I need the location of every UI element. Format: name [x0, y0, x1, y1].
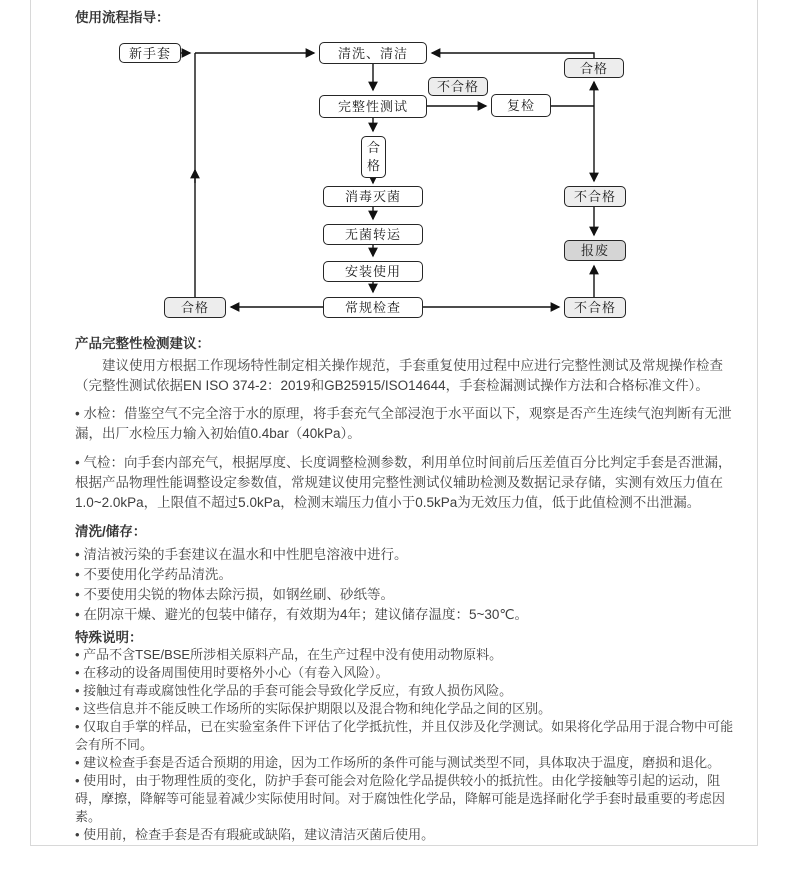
list-item: • 使用时，由于物理性质的变化，防护手套可能会对危险化学品提供较小的抵抗性。由化学接触等引起的运动，阻碍，摩擦，降解等可能显着减少实际使用时间。对于腐蚀性化学品，降解可能是选择耐化学手套时最重要的考虑因素。	[75, 772, 743, 826]
list-item: • 不要使用尖锐的物体去除污损，如钢丝刷、砂纸等。	[75, 585, 743, 605]
flow-node-install-use: 安装使用	[323, 261, 423, 282]
list-item: • 接触过有毒或腐蚀性化学品的手套可能会导致化学反应，有致人损伤风险。	[75, 682, 743, 700]
flowchart-connectors	[31, 36, 759, 328]
flow-node-sterile-transfer: 无菌转运	[323, 224, 423, 245]
section-special-notes	[75, 629, 743, 844]
flow-node-scrap: 报废	[564, 240, 626, 261]
flow-node-fail-right: 不合格	[564, 186, 626, 207]
list-item: • 仅取自手掌的样品，已在实验室条件下评估了化学抵抗性，并且仅涉及化学测试。如果将化学品用于混合物中可能会有所不同。	[75, 718, 743, 754]
flow-node-fail-bottom: 不合格	[564, 297, 626, 318]
list-item-water-test: • 水检：借鉴空气不完全溶于水的原理，将手套充气全部浸泡于水平面以下，观察是否产生连续气泡判断有无泄漏，出厂水检压力输入初始值0.4bar（40kPa）。	[75, 404, 743, 444]
list-item: • 不要使用化学药品清洗。	[75, 565, 743, 585]
list-item: • 使用前，检查手套是否有瑕疵或缺陷，建议清洁灭菌后使用。	[75, 826, 743, 844]
flow-node-pass-top: 合格	[564, 58, 624, 78]
list-item: • 这些信息并不能反映工作场所的实际保护期限以及混合物和纯化学品之间的区别。	[75, 700, 743, 718]
flow-node-integrity-test: 完整性测试	[319, 95, 427, 118]
list-item: • 产品不含TSE/BSE所涉相关原料产品，在生产过程中没有使用动物原料。	[75, 646, 743, 664]
usage-flowchart	[31, 36, 759, 328]
flow-node-new-glove: 新手套	[119, 43, 181, 63]
flow-node-recheck: 复检	[491, 94, 551, 117]
section-heading-clean-storage: 清洗/储存：	[75, 524, 147, 539]
flow-node-wash-clean: 清洗、清洁	[319, 42, 427, 64]
flow-node-pass-bottom: 合格	[164, 297, 226, 318]
list-item-air-test: • 气检：向手套内部充气，根据厚度、长度调整检测参数，利用单位时间前后压差值百分比判定手套是否泄漏，根据产品物理性能调整设定参数值，常规建议使用完整性测试仪辅助检测及数据记录存储，实测有效压力值在1.0~2.0kPa，上限值不超过5.0kPa，检测末端压力值小于0.5kPa为无效压力值，低于此值检测不出泄漏。	[75, 453, 743, 513]
page-title: 使用流程指导：	[75, 10, 170, 25]
list-item: • 建议检查手套是否适合预期的用途，因为工作场所的条件可能与测试类型不同，具体取决于温度，磨损和退化。	[75, 754, 743, 772]
section-heading-special-notes: 特殊说明：	[75, 630, 143, 645]
section-heading-integrity-test: 产品完整性检测建议：	[75, 336, 210, 351]
document-page	[30, 0, 758, 846]
flow-node-sterilize: 消毒灭菌	[323, 186, 423, 207]
flow-label-fail: 不合格	[428, 77, 488, 96]
document-body	[31, 334, 757, 844]
list-item: • 在阴凉干燥、避光的包装中储存，有效期为4年；建议储存温度：5~30℃。	[75, 605, 743, 625]
integrity-intro-paragraph: 建议使用方根据工作现场特性制定相关操作规范，手套重复使用过程中应进行完整性测试及常规操作检查（完整性测试依据EN ISO 374-2：2019和GB25915/ISO14644，手套检漏测试操作方法和合格标准文件）。	[75, 358, 723, 393]
flow-label-pass-vertical: 合格	[361, 136, 386, 178]
list-item: • 清洁被污染的手套建议在温水和中性肥皂溶液中进行。	[75, 545, 743, 565]
flow-node-routine-check: 常规检查	[323, 297, 423, 318]
list-item: • 在移动的设备周围使用时要格外小心（有卷入风险）。	[75, 664, 743, 682]
